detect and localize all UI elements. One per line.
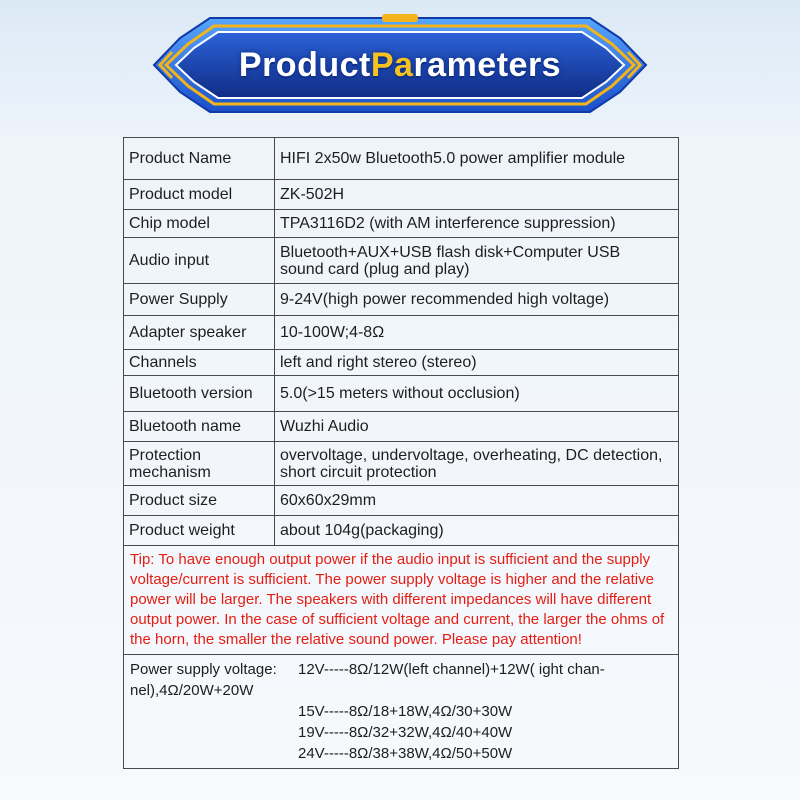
table-row <box>124 486 679 516</box>
product-parameters-table <box>123 137 679 769</box>
voltage-line-19v: 19V-----8Ω/32+32W,4Ω/40+40W <box>298 724 513 741</box>
spec-label: Channels <box>124 350 275 376</box>
title-part2: rameters <box>413 45 562 84</box>
spec-value: 9-24V(high power recommended high voltage) <box>275 284 679 316</box>
spec-value: 10-100W;4-8Ω <box>275 316 679 350</box>
table-row <box>124 350 679 376</box>
spec-value: 5.0(>15 meters without occlusion) <box>275 376 679 412</box>
title-accent: Pa <box>370 45 414 84</box>
spec-label: Product weight <box>124 516 275 546</box>
tip-text: Tip: To have enough output power if the audio input is sufficient and the supply voltage/current is sufficient. The power supply voltage is higher and the relative power will be larger. The speakers with different impedances will have different output power. In the case of sufficient voltage and current, the larger the ohms of the horn, the smaller the relative sound power. Please pay attention! <box>130 551 665 648</box>
table-row <box>124 180 679 210</box>
spec-value: TPA3116D2 (with AM interference suppression) <box>275 210 679 238</box>
spec-label: Product Name <box>124 138 275 180</box>
spec-label: Protection mechanism <box>124 442 275 486</box>
title-banner <box>150 12 650 118</box>
table-row <box>124 412 679 442</box>
spec-value: HIFI 2x50w Bluetooth5.0 power amplifier module <box>275 138 679 180</box>
tip-cell <box>124 546 679 655</box>
voltage-line-15v: 15V-----8Ω/18+18W,4Ω/30+30W <box>298 703 513 720</box>
spec-value: 60x60x29mm <box>275 486 679 516</box>
table-row <box>124 376 679 412</box>
table-row <box>124 516 679 546</box>
spec-label: Product size <box>124 486 275 516</box>
title-part1: Product <box>238 45 371 84</box>
table-row <box>124 284 679 316</box>
spec-value: Bluetooth+AUX+USB flash disk+Computer USB sound card (plug and play) <box>275 238 679 284</box>
spec-label: Audio input <box>124 238 275 284</box>
spec-label: Adapter speaker <box>124 316 275 350</box>
spec-label: Bluetooth version <box>124 376 275 412</box>
power-voltage-block <box>130 659 672 764</box>
spec-label: Bluetooth name <box>124 412 275 442</box>
spec-value: ZK-502H <box>275 180 679 210</box>
table-row <box>124 138 679 180</box>
power-voltage-label: Power supply voltage: <box>130 661 277 678</box>
power-voltage-row <box>124 655 679 769</box>
table-row <box>124 238 679 284</box>
table-row <box>124 316 679 350</box>
spec-value: overvoltage, undervoltage, overheating, DC detection, short circuit protection <box>275 442 679 486</box>
spec-value: left and right stereo (stereo) <box>275 350 679 376</box>
spec-value: about 104g(packaging) <box>275 516 679 546</box>
voltage-line-24v: 24V-----8Ω/38+38W,4Ω/50+50W <box>298 745 513 762</box>
voltage-line-12v-cont: nel),4Ω/20W+20W <box>130 682 254 699</box>
power-voltage-cell <box>124 655 679 769</box>
table-row <box>124 210 679 238</box>
tip-row <box>124 546 679 655</box>
spec-value: Wuzhi Audio <box>275 412 679 442</box>
table-row <box>124 442 679 486</box>
page-title <box>150 12 650 118</box>
spec-label: Chip model <box>124 210 275 238</box>
spec-label: Product model <box>124 180 275 210</box>
spec-label: Power Supply <box>124 284 275 316</box>
voltage-line-12v: 12V-----8Ω/12W(left channel)+12W( ight chan- <box>298 661 605 678</box>
